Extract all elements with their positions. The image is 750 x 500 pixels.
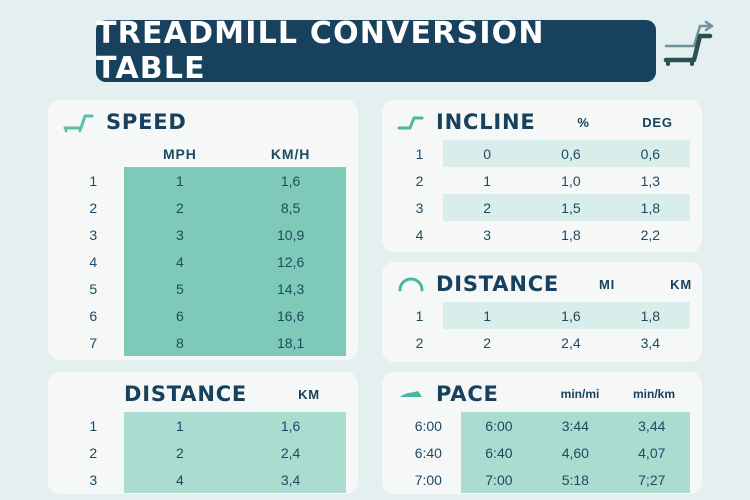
cell: 0 bbox=[443, 140, 531, 167]
table-row bbox=[396, 439, 690, 466]
cell: 3 bbox=[124, 221, 235, 248]
cell: 3,4 bbox=[640, 334, 661, 351]
table-row bbox=[62, 439, 346, 466]
cell: 1,8 bbox=[561, 226, 581, 243]
cell: 0,6 bbox=[611, 140, 690, 167]
cell: 1 bbox=[124, 167, 235, 194]
cell: 6 bbox=[89, 307, 98, 324]
card-pace-body bbox=[382, 412, 702, 500]
card-distance-right-header bbox=[382, 262, 702, 302]
cell: 5:18 bbox=[537, 466, 613, 493]
cell: 3 bbox=[89, 226, 98, 243]
col-index bbox=[62, 140, 124, 167]
table-row bbox=[396, 194, 690, 221]
card-distance-left-columns bbox=[272, 387, 346, 402]
cell: 3:44 bbox=[537, 412, 613, 439]
cell: 2,4 bbox=[235, 439, 346, 466]
cell: 1 bbox=[89, 172, 98, 189]
col-kmh: KM/H bbox=[235, 140, 346, 167]
col-km: KM bbox=[298, 386, 320, 402]
table-row bbox=[62, 167, 346, 194]
treadmill-icon bbox=[62, 110, 96, 134]
cell: 4 bbox=[124, 466, 235, 493]
card-distance-left-body bbox=[48, 412, 358, 500]
card-speed-body bbox=[48, 140, 358, 370]
cell: 3,44 bbox=[614, 412, 690, 439]
cell: 6:40 bbox=[414, 444, 442, 461]
col-km: KM bbox=[670, 276, 692, 292]
cell: 5 bbox=[124, 275, 235, 302]
cell: 7:00 bbox=[461, 466, 537, 493]
treadmill-icon bbox=[660, 26, 716, 68]
cell: 1,3 bbox=[640, 172, 661, 189]
cell: 0,6 bbox=[531, 140, 610, 167]
cell: 14,3 bbox=[235, 275, 346, 302]
cell: 1,5 bbox=[531, 194, 610, 221]
col-min-per-km: min/km bbox=[632, 387, 675, 401]
card-distance-left-header bbox=[48, 372, 358, 412]
table-row bbox=[62, 221, 346, 248]
cell: 1,6 bbox=[235, 167, 346, 194]
cell: 7 bbox=[89, 334, 98, 351]
cell: 12,6 bbox=[235, 248, 346, 275]
cell: 1,0 bbox=[561, 172, 581, 189]
card-incline-body bbox=[382, 140, 702, 260]
speed-table bbox=[62, 140, 346, 356]
card-incline-header bbox=[382, 100, 702, 140]
card-distance-right bbox=[382, 262, 702, 362]
card-distance-right-body bbox=[382, 302, 702, 368]
card-pace-columns bbox=[542, 387, 690, 401]
cell: 1 bbox=[415, 307, 424, 324]
col-mi: MI bbox=[599, 276, 616, 292]
col-deg: DEG bbox=[642, 114, 673, 130]
shoe-icon bbox=[396, 384, 426, 404]
card-pace-header bbox=[382, 372, 702, 412]
page-title: TREADMILL CONVERSION TABLE bbox=[96, 16, 545, 86]
card-speed-title: SPEED bbox=[106, 110, 187, 134]
table-row bbox=[62, 275, 346, 302]
table-row bbox=[396, 140, 690, 167]
incline-table bbox=[396, 140, 690, 248]
card-distance-right-title: DISTANCE bbox=[436, 272, 560, 296]
cell: 7;27 bbox=[614, 466, 690, 493]
pace-table bbox=[396, 412, 690, 493]
cell: 3 bbox=[483, 226, 492, 243]
col-min-per-mi: min/mi bbox=[560, 387, 600, 401]
card-distance-left-title: DISTANCE bbox=[124, 382, 248, 406]
cell: 6 bbox=[124, 302, 235, 329]
cell: 1 bbox=[483, 172, 492, 189]
cell: 6:00 bbox=[414, 417, 442, 434]
card-incline-columns bbox=[546, 115, 694, 130]
table-row bbox=[396, 329, 690, 356]
cell: 2,4 bbox=[561, 334, 581, 351]
card-speed bbox=[48, 100, 358, 360]
cell: 1,8 bbox=[611, 302, 690, 329]
cell: 4,60 bbox=[537, 439, 613, 466]
cell: 2 bbox=[483, 334, 492, 351]
table-row bbox=[396, 221, 690, 248]
table-row bbox=[62, 302, 346, 329]
cell: 1,8 bbox=[611, 194, 690, 221]
cell: 1 bbox=[443, 302, 531, 329]
card-pace-title: PACE bbox=[436, 382, 499, 406]
cell: 6:40 bbox=[461, 439, 537, 466]
card-distance-right-columns bbox=[569, 277, 717, 292]
card-pace bbox=[382, 372, 702, 494]
card-incline bbox=[382, 100, 702, 252]
table-header-row bbox=[62, 140, 346, 167]
cell: 7:00 bbox=[414, 471, 442, 488]
distance-left-table bbox=[62, 412, 346, 493]
cell: 1 bbox=[89, 417, 98, 434]
cell: 4,07 bbox=[614, 439, 690, 466]
cell: 3,4 bbox=[235, 466, 346, 493]
cell: 8 bbox=[124, 329, 235, 356]
cell: 6:00 bbox=[461, 412, 537, 439]
card-distance-left bbox=[48, 372, 358, 494]
cell: 10,9 bbox=[235, 221, 346, 248]
cell: 5 bbox=[89, 280, 98, 297]
cell: 3 bbox=[415, 199, 424, 216]
cell: 4 bbox=[415, 226, 424, 243]
table-row bbox=[62, 194, 346, 221]
arc-icon bbox=[396, 274, 426, 294]
cell: 2 bbox=[443, 194, 531, 221]
cell: 2 bbox=[124, 439, 235, 466]
cell: 2 bbox=[415, 172, 424, 189]
cell: 2,2 bbox=[640, 226, 661, 243]
cell: 2 bbox=[124, 194, 235, 221]
col-percent: % bbox=[577, 114, 590, 130]
cell: 3 bbox=[89, 471, 98, 488]
card-incline-title: INCLINE bbox=[436, 110, 536, 134]
table-row bbox=[62, 248, 346, 275]
table-row bbox=[396, 466, 690, 493]
cell: 1,6 bbox=[531, 302, 610, 329]
cell: 4 bbox=[124, 248, 235, 275]
cell: 4 bbox=[89, 253, 98, 270]
cell: 2 bbox=[89, 199, 98, 216]
cell: 1,6 bbox=[235, 412, 346, 439]
incline-icon bbox=[396, 112, 426, 132]
table-row bbox=[62, 412, 346, 439]
cell: 16,6 bbox=[235, 302, 346, 329]
distance-right-table bbox=[396, 302, 690, 356]
table-row bbox=[62, 466, 346, 493]
cell: 2 bbox=[415, 334, 424, 351]
table-row bbox=[62, 329, 346, 356]
header-bar bbox=[96, 16, 656, 86]
table-row bbox=[396, 412, 690, 439]
card-speed-header bbox=[48, 100, 358, 140]
table-row bbox=[396, 167, 690, 194]
table-row bbox=[396, 302, 690, 329]
cell: 1 bbox=[124, 412, 235, 439]
cell: 8,5 bbox=[235, 194, 346, 221]
cell: 18,1 bbox=[235, 329, 346, 356]
col-mph: MPH bbox=[124, 140, 235, 167]
cell: 1 bbox=[415, 145, 424, 162]
cell: 2 bbox=[89, 444, 98, 461]
